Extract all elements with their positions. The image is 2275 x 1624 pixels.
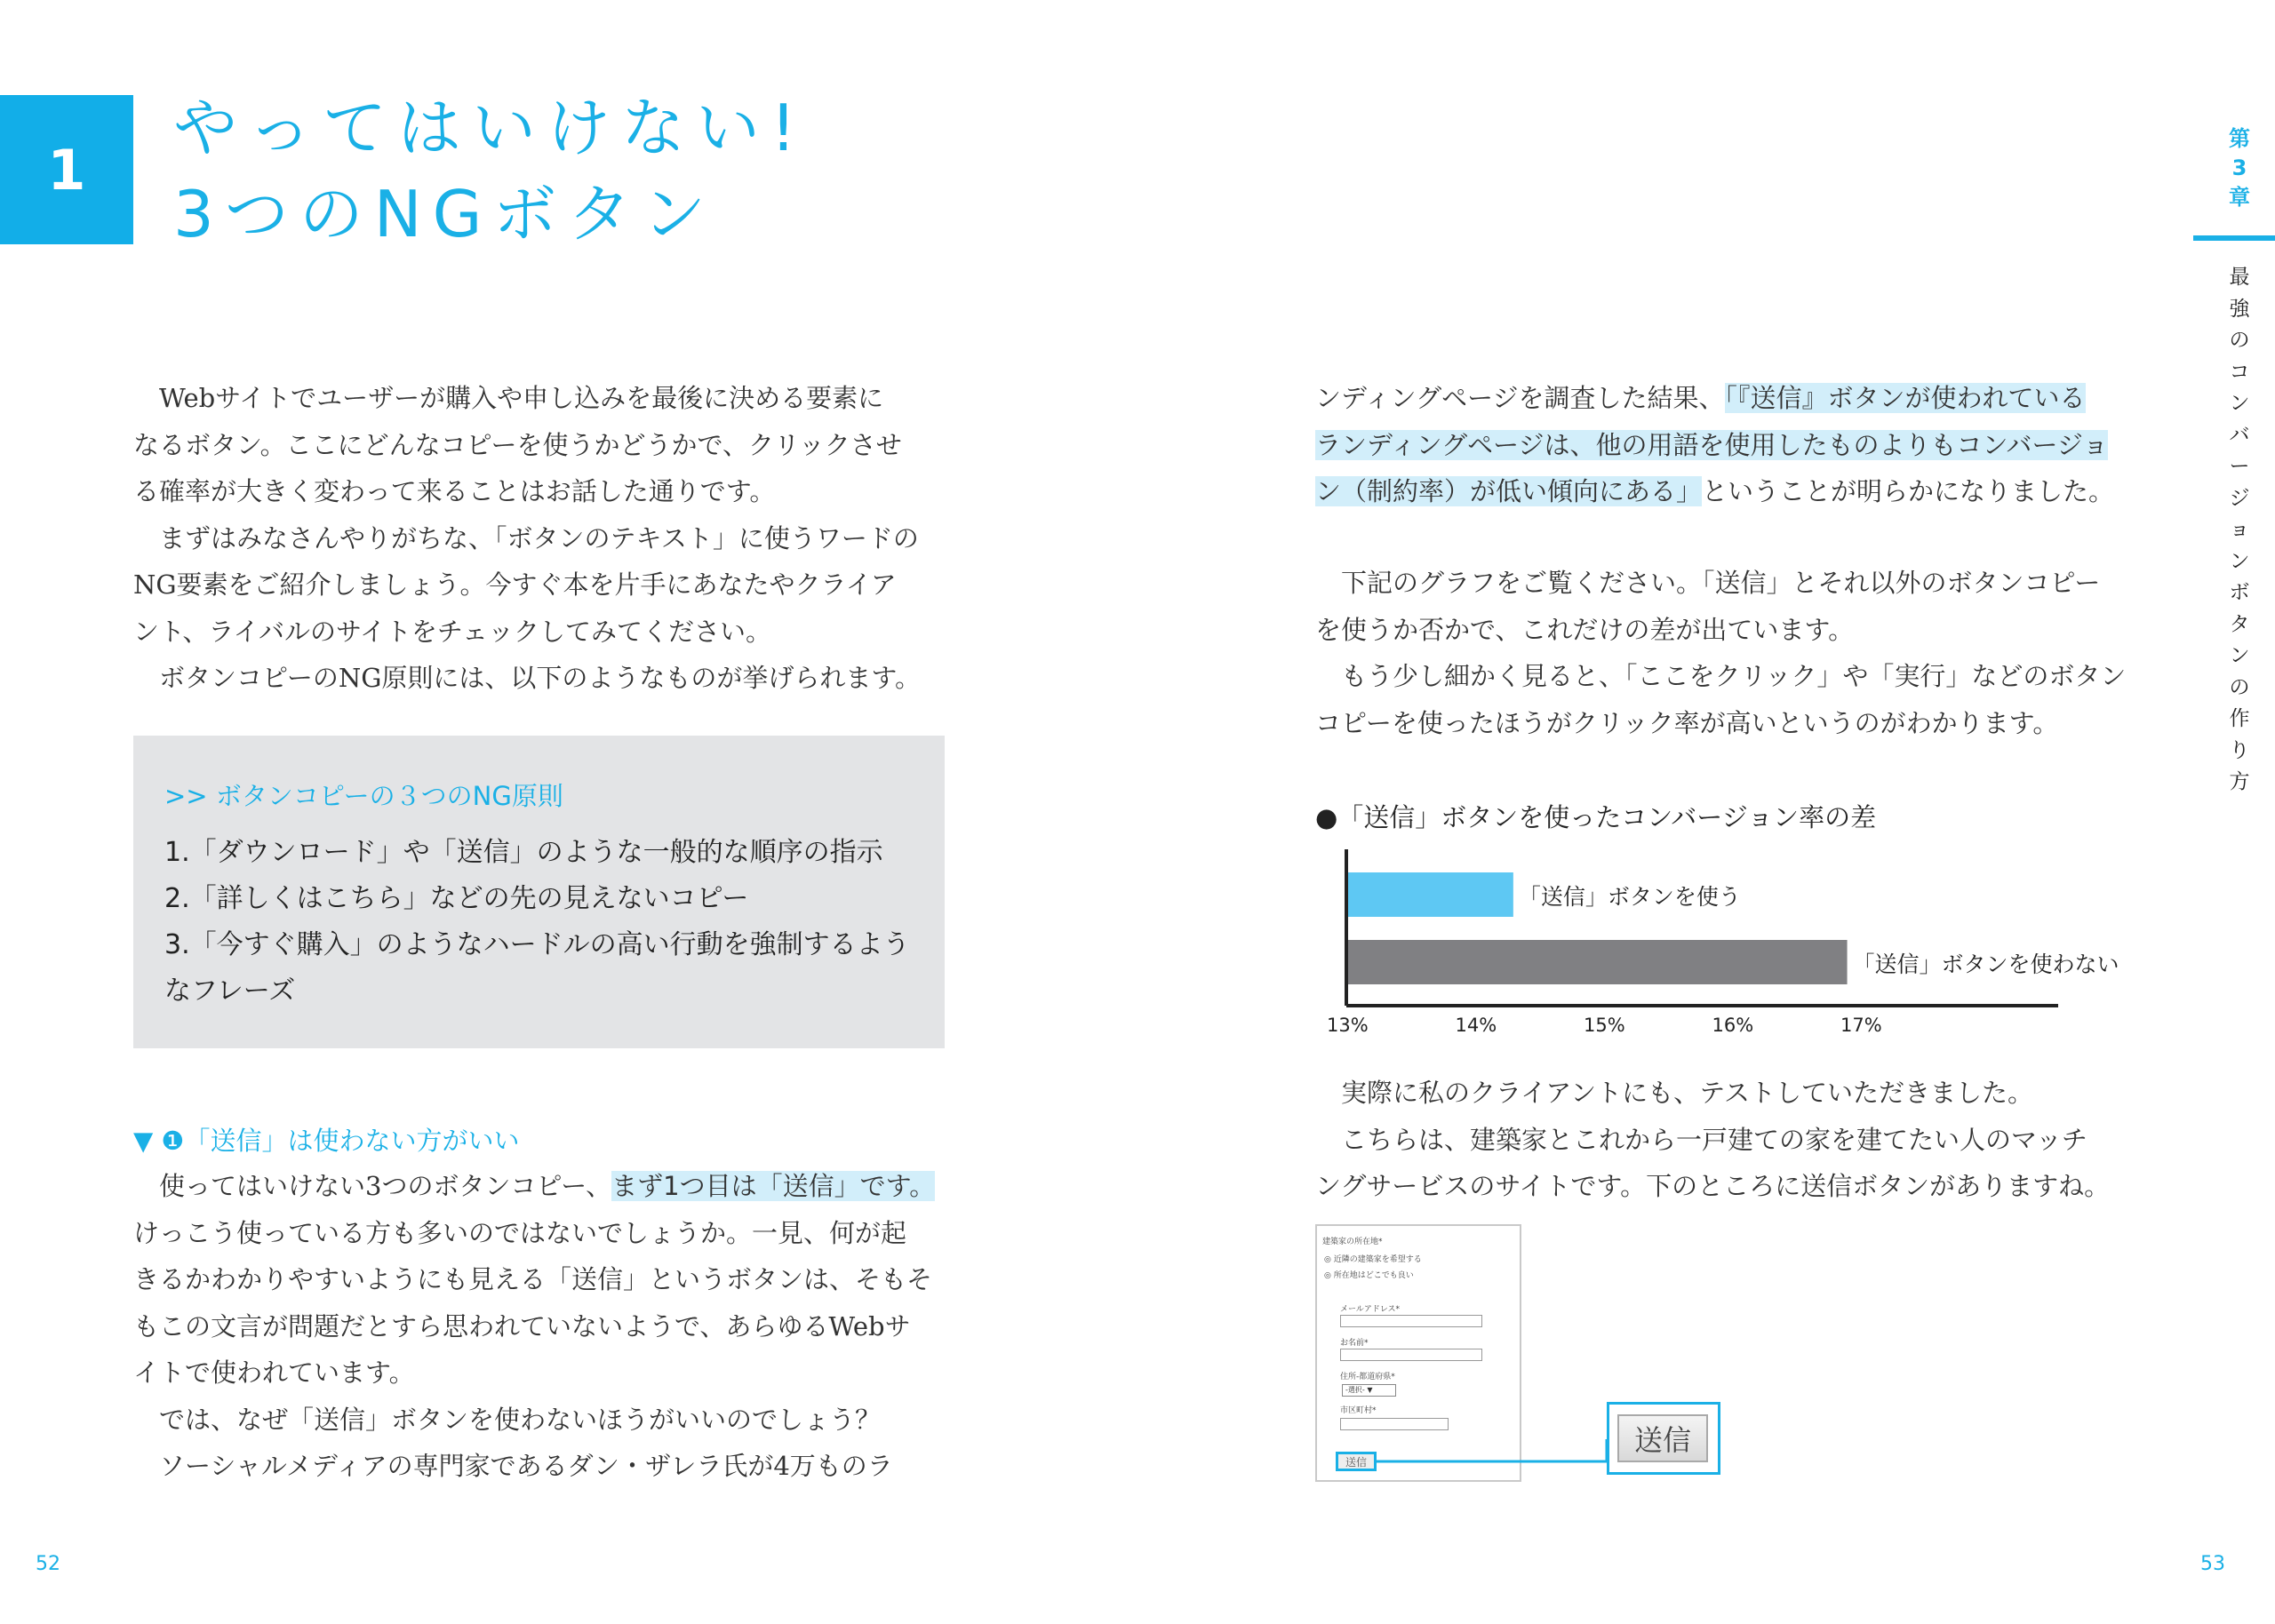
text-line: る確率が大きく変わって来ることはお話した通りです。 [133, 476, 776, 506]
chapter-title-char: の [2229, 675, 2250, 699]
chapter-title-char: 最 [2229, 266, 2250, 289]
chapter-title-char: ー [2229, 455, 2250, 478]
chart-bar-label: 「送信」ボタンを使う [1518, 884, 1741, 910]
chart-tick-label: 17% [1840, 1015, 1882, 1036]
text-line: NG要素をご紹介しましょう。今すぐ本を片手にあなたやクライア [133, 569, 897, 600]
send-button-small: 送信 [1336, 1452, 1377, 1471]
text-line: なるボタン。ここにどんなコピーを使うかどうかで、クリックさせ [133, 429, 902, 460]
chapter-char: 3 [2231, 155, 2247, 180]
text-line: きるかわかりやすいようにも見える「送信」というボタンは、そもそ [133, 1264, 933, 1294]
chapter-title-char: の [2229, 329, 2250, 352]
chapter-title-vertical [2204, 262, 2275, 799]
form-radio-option: ◎ 所在地はどこでも良い [1324, 1271, 1414, 1280]
chapter-title-char: バ [2229, 423, 2250, 447]
radio-label: 所在地はどこでも良い [1333, 1271, 1414, 1280]
section-number: 1 [47, 137, 86, 203]
chapter-title-char: コ [2229, 360, 2250, 384]
text-line: コピーを使ったほうがクリック率が高いというのがわかります。 [1315, 707, 2059, 738]
text-line: もこの文言が問題だとすら思われていないようで、あらゆるWebサ [133, 1310, 911, 1341]
send-button-zoomed: 送信 [1617, 1414, 1708, 1462]
form-label: お名前* [1340, 1339, 1369, 1348]
page-number-right: 53 [2200, 1553, 2225, 1575]
chapter-title-char: ン [2229, 549, 2250, 573]
ng-item-3: 3.「今すぐ購入」のようなハードルの高い行動を強制するよう [164, 929, 910, 960]
chapter-title-char: 強 [2229, 297, 2250, 321]
chapter-title-char: ジ [2229, 486, 2250, 510]
form-label: 市区町村* [1340, 1406, 1377, 1415]
chart-tick-label: 16% [1712, 1015, 1754, 1036]
chapter-title-char: り [2229, 738, 2250, 762]
chapter-title-char: 作 [2229, 707, 2250, 730]
highlight-text: 「『送信』ボタンが使われている [1724, 383, 2086, 413]
chapter-title-char: ン [2229, 392, 2250, 415]
text-line: イトで使われています。 [133, 1357, 415, 1388]
chart-tick-label: 15% [1584, 1015, 1625, 1036]
text-line: こちらは、建築家とこれから一戸建ての家を建てたい人のマッチ [1315, 1124, 2087, 1155]
text-line: まずはみなさんやりがちな、「ボタンのテキスト」に使うワードの [133, 522, 919, 553]
chapter-label [2204, 124, 2275, 212]
page-title-line2: 3つのNGボタン [173, 177, 717, 251]
ng-item-3-continued: なフレーズ [164, 975, 296, 1007]
form-label: メールアドレス* [1340, 1305, 1401, 1314]
highlight-text: ランディングページは、他の用語を使用したものよりもコンバージョ [1315, 429, 2109, 460]
chapter-title-char: タ [2229, 612, 2250, 636]
text-line: Webサイトでユーザーが購入や申し込みを最後に決める要素に [133, 383, 884, 413]
text-line: を使うか否かで、これだけの差が出ています。 [1315, 614, 1855, 645]
callout-line [1377, 1439, 1607, 1461]
form-label: 建築家の所在地* [1322, 1238, 1383, 1246]
chapter-title-char: ョ [2229, 518, 2250, 541]
chart-tick-label: 14% [1455, 1015, 1497, 1036]
text-line: ボタンコピーのNG原則には、以下のようなものが挙げられます。 [133, 663, 922, 693]
chart-tick-label: 13% [1327, 1015, 1369, 1036]
chart-bar-label: 「送信」ボタンを使わない [1852, 951, 2119, 977]
text-line: では、なぜ「送信」ボタンを使わないほうがいいのでしょう？ [133, 1404, 882, 1435]
text-span: ということが明らかになりました。 [1702, 476, 2115, 506]
highlight-text: まず1つ目は「送信」です。 [611, 1171, 936, 1201]
ng-box-heading: >> ボタンコピーの３つのNG原則 [164, 781, 563, 811]
page-number-left: 52 [36, 1553, 60, 1575]
text-line: 下記のグラフをご覧ください。「送信」とそれ以外のボタンコピー [1315, 568, 2101, 598]
section-heading-send: ▼ ❶「送信」は使わない方がいい [133, 1126, 520, 1156]
chapter-title-char: ン [2229, 644, 2250, 667]
form-radio-option: ◎ 近隣の建築家を希望する [1324, 1255, 1422, 1264]
page-title-line1: やってはいけない! [173, 91, 807, 165]
text-line: ングサービスのサイトです。下のところに送信ボタンがありますね。 [1315, 1171, 2111, 1201]
chapter-title-char: ボ [2229, 581, 2250, 604]
text-span: 使ってはいけない3つのボタンコピー、 [133, 1171, 612, 1201]
form-label: 住所-都道府県* [1340, 1373, 1395, 1381]
ng-item-2: 2.「詳しくはこちら」などの先の見えないコピー [164, 883, 749, 914]
text-line: 実際に私のクライアントにも、テストしていただきました。 [1315, 1078, 2033, 1108]
chapter-title-char: 方 [2229, 770, 2250, 793]
prefecture-select: -選択- ▼ [1342, 1384, 1396, 1397]
text-span: ンディングページを調査した結果、 [1315, 383, 1725, 413]
highlight-text: ン（制約率）が低い傾向にある」 [1315, 476, 1703, 506]
radio-label: 近隣の建築家を希望する [1333, 1255, 1422, 1264]
chapter-divider [2193, 235, 2275, 241]
text-line: ソーシャルメディアの専門家であるダン・ザレラ氏が4万ものラ [133, 1451, 893, 1481]
text-line: けっこう使っている方も多いのではないでしょうか。一見、何が起 [133, 1217, 907, 1248]
text-line: もう少し細かく見ると、「ここをクリック」や「実行」などのボタン [1315, 661, 2127, 691]
chapter-char: 章 [2229, 185, 2250, 210]
chart-title: ●「送信」ボタンを使ったコンバージョン率の差 [1315, 802, 1877, 832]
ng-item-1: 1.「ダウンロード」や「送信」のような一般的な順序の指示 [164, 837, 883, 868]
chapter-char: 第 [2229, 126, 2250, 151]
text-line: ント、ライバルのサイトをチェックしてみてください。 [133, 616, 772, 647]
